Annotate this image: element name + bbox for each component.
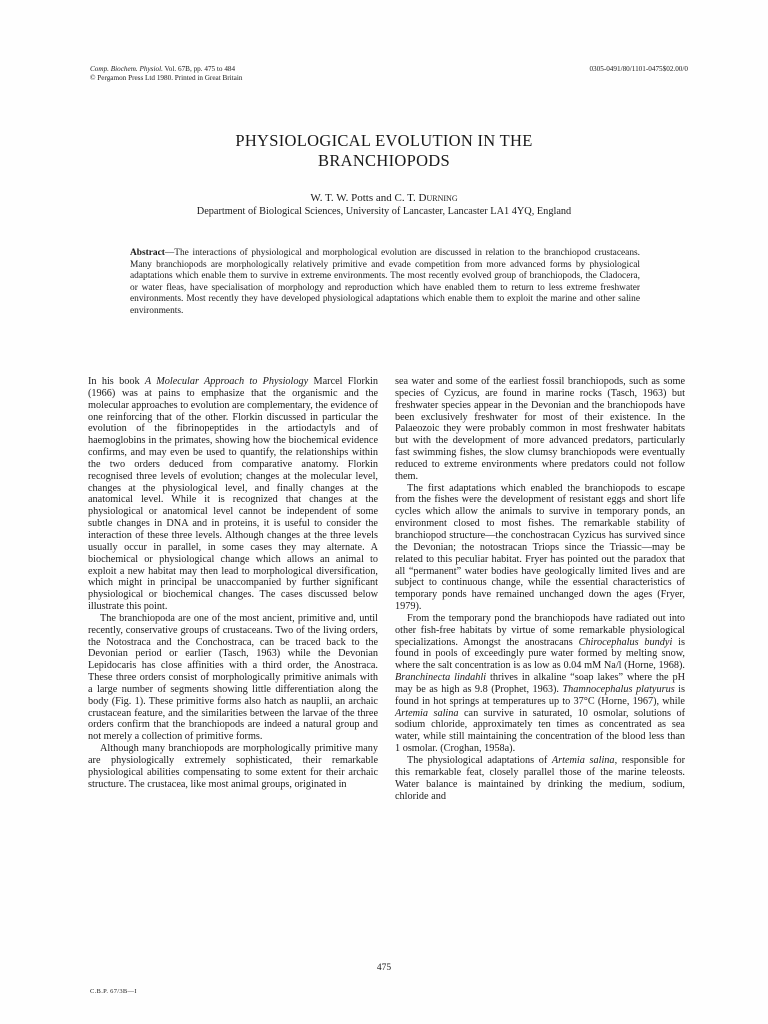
paragraph: The branchiopoda are one of the most ancient, primitive and, until recently, conservative groups of crustaceans. Two of the living orders, the Notostraca and the Conchostraca, can be traced back to the Devonian period or earlier (Tasch, 1963) while the Devonian Lepidocaris has close affinities with a third order, the Anostraca. These three orders consist of morphologically primitive animals with a large number of segments showing little differentiation along the body (Fig. 1). These primitive forms also hatch as nauplii, an archaic crustacean feature, and the similarities between the larvae of the three orders confirm that the branchiopods are indeed a natural group and not merely a collection of primitive forms. (88, 612, 378, 743)
species-name: Chirocephalus bundyi (578, 636, 673, 648)
text-run: The physiological adaptations of (407, 755, 552, 766)
paragraph: Although many branchiopods are morphologically primitive many are physiologically extremely sophisticated, their remarkable physiological abilities compensating to some extent for their archaic structure. The crustacea, like most animal groups, originated in (88, 743, 378, 790)
affiliation: Department of Biological Sciences, University of Lancaster, Lancaster LA1 4YQ, England (196, 206, 572, 217)
author-1: W. T. W. Potts (310, 192, 374, 204)
article-code: 0305-0491/80/1101-0475$02.00/0 (589, 65, 688, 73)
abstract-label: Abstract (130, 248, 165, 258)
journal-citation (90, 65, 242, 83)
page-number: 475 (376, 963, 392, 973)
paragraph (88, 376, 378, 613)
text-run: From the temporary pond the branchiopods have radiated out into other fish-free habitats by virtue of some remarkable physiological specializations. Amongst the anostracans (395, 612, 685, 648)
text-run: In his book (88, 376, 145, 387)
paragraph: sea water and some of the earliest fossil branchiopods, such as some species of Cyzicus, are found in marine rocks (Tasch, 1963) but freshwater species appear in the Devonian and the branchiopods have been exclusively freshwater for most of their existence. In the Palaeozoic they were probably common in most freshwater habitats but with the development of more advanced predators, particularly fast swimming fishes, the slow clumsy branchiopods were eventually reduced to extreme environments where predators could not follow them. (395, 376, 685, 482)
copyright-line: © Pergamon Press Ltd 1980. Printed in Great Britain (90, 74, 243, 82)
text-run: can survive in saturated, 10 osmolar, solutions of sodium chloride, approximately ten times as concentrated as sea water, while still maintaining the concentration of the blood less than 1 osmolar. (Croghan, 1958a). (395, 707, 685, 755)
title-line-1: PHYSIOLOGICAL EVOLUTION IN THE (235, 131, 533, 150)
species-name: Branchinecta lindahli (395, 672, 487, 684)
body-column-left (88, 376, 378, 791)
volume-pages: Vol. 67B, pp. 475 to 484 (164, 65, 236, 73)
footer-code: C.B.P. 67/3B—I (90, 988, 137, 995)
text-run: is found in pools of exceedingly pure water formed by melting snow, where the salt concentration is as low as 0.04 mM Na/l (Horne, 1968). (395, 636, 685, 672)
abstract-text: —The interactions of physiological and morphological evolution are discussed in relation to the branchiopod crustaceans. Many branchiopods are morphologically relatively primitive and evade competition from more advanced forms by physiological adaptations which enable them to survive in extreme environments. The most recently evolved group of branchiopods, the Cladocera, or water fleas, have specialisation of morphology and reproduction which have enabled them to return to less extreme freshwater environments. Most recently they have developed physiological adaptations which enable them to exploit the marine and other saline environments. (130, 248, 640, 316)
paragraph (395, 755, 685, 802)
author-joiner: and (373, 192, 395, 204)
author-2: C. T. Durning (394, 192, 458, 204)
body-column-right (395, 376, 685, 802)
book-title: A Molecular Approach to Physiology (144, 376, 309, 387)
species-name: Artemia salina (551, 755, 615, 766)
paragraph (395, 613, 685, 755)
species-name: Thamnocephalus platyurus (562, 683, 675, 695)
text-run: thrives in alkaline “soap lakes” where the pH may be as high as 9.8 (Prophet, 1963). (395, 672, 685, 695)
title-line-2: BRANCHIOPODS (318, 151, 450, 170)
species-name: Artemia salina (395, 707, 459, 719)
text-run: Marcel Florkin (1966) was at pains to emphasize that the organismic and the molecular approaches to evolution are complementary, the evidence of one reinforcing that of the other. Florkin discussed in particular the evolution of the fibrinopeptides in the artiodactyls and of haemoglobins in the primates, showing how the biochemical evidence confirms, and may even be used to quantify, the relationships within the two orders deduced from comparative anatomy. Florkin recognised three levels of evolution; changes at the molecular level, changes at the physiological level, and finally changes at the anatomical level. While it is recognized that changes at the physiological or anatomical level cannot be independent of some subtle changes in DNA and in proteins, it is useful to consider the interaction of these three levels. Although changes at the three levels usually occur in parallel, in some cases they may alternate. A biochemical or physiological change which allows an animal to exploit a new habitat may then lead to morphological diversification, which might in principal be unaccompanied by further significant physiological or biochemical changes. The cases discussed below illustrate this point. (88, 376, 378, 613)
paragraph: The first adaptations which enabled the branchiopods to escape from the fishes were the development of resistant eggs and short life cycles which allow the animals to survive in temporary ponds, an environment closed to most fishes. The remarkable stability of branchiopod structure—the conchostracan Cyzicus has survived since the Devonian; the notostracan Triops since the Triassic—may be related to this peculiar habitat. Fryer has pointed out the paradox that all “permanent” water bodies have geologically limited lives and are subject to continuous change, while the essential characteristics of temporary ponds have remained unchanged down the ages (Fryer, 1979). (395, 482, 685, 613)
text-run: is found in hot springs at temperatures up to 37°C (Horne, 1967), while (395, 683, 686, 707)
author-list (0, 192, 768, 204)
text-run: , responsible for this remarkable feat, closely parallel those of the marine teleosts. Water balance is maintained by drinking the medium, sodium, chloride and (395, 755, 685, 802)
abstract (130, 248, 640, 318)
journal-name: Comp. Biochem. Physiol. (90, 65, 163, 73)
paper-title (0, 131, 768, 171)
